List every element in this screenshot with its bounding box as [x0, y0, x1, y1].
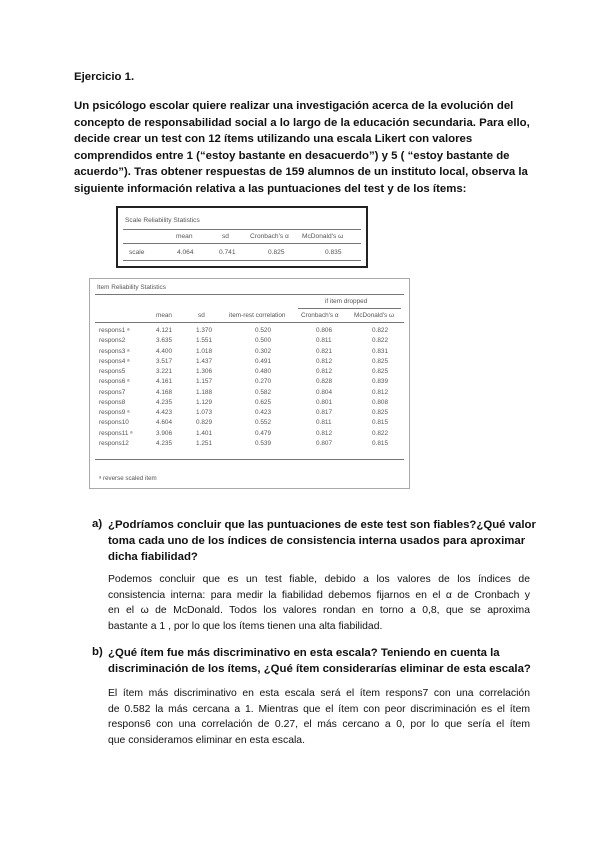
- cell-omega: 0.839: [372, 378, 388, 386]
- question-line: ¿Podríamos concluir que las puntuaciones de este test son fiables?¿Qué valor: [108, 519, 536, 531]
- cell-item: respons3 ᵃ: [99, 347, 130, 355]
- cell-sd: 1.401: [196, 429, 212, 437]
- table-row: [90, 378, 409, 388]
- cell-irc: 0.500: [255, 337, 271, 345]
- table-rule: [95, 294, 404, 295]
- intro-line: Un psicólogo escolar quiere realizar una investigación acerca de la evolución del: [74, 100, 514, 112]
- cell-omega: 0.825: [372, 357, 388, 365]
- item-table-title: Item Reliability Statistics: [97, 284, 166, 291]
- table-row: [90, 368, 409, 378]
- cell-sd: 1.188: [196, 388, 212, 396]
- table-rule: [123, 229, 361, 230]
- cell-alpha: 0.801: [316, 398, 332, 406]
- cell-irc: 0.552: [255, 419, 271, 427]
- cell-mean: 4.121: [156, 327, 172, 334]
- cell-sd: 1.073: [196, 409, 212, 416]
- answer-b: [108, 686, 530, 748]
- cell-mean: 3.221: [156, 368, 172, 375]
- cell-alpha: 0.812: [316, 429, 332, 437]
- table-rule: [95, 322, 404, 323]
- item-reliability-table: [89, 278, 410, 489]
- cell-irc: 0.270: [255, 378, 271, 386]
- cell-mean: 3.635: [156, 337, 172, 345]
- table-row: [90, 399, 409, 409]
- answer-line: que consideramos eliminar en esta escala.: [108, 734, 305, 746]
- cell-omega: 0.825: [372, 368, 388, 375]
- question-a-text: [108, 517, 536, 565]
- scale-mean: 4.064: [177, 249, 194, 256]
- cell-alpha: 0.811: [316, 337, 332, 345]
- cell-alpha: 0.821: [316, 347, 332, 355]
- cell-irc: 0.539: [255, 439, 271, 447]
- scale-reliability-table: [116, 206, 368, 268]
- header-cronbach: Cronbach's α: [301, 312, 339, 319]
- answer-line: de 0.582 la más cercana a 1. Mientras que el ítem con peor discriminación es el ítem: [108, 703, 530, 715]
- cell-alpha: 0.817: [316, 409, 332, 416]
- cell-sd: 1.370: [196, 327, 212, 334]
- answer-line: bastante a 1 , por lo que los ítems tienen una alta fiabilidad.: [108, 620, 383, 632]
- cell-item: respons1 ᵃ: [99, 327, 130, 334]
- cell-item: respons5: [99, 368, 126, 375]
- cell-item: respons8: [99, 398, 126, 406]
- cell-alpha: 0.812: [316, 357, 332, 365]
- cell-alpha: 0.812: [316, 368, 332, 375]
- table-rule: [95, 459, 404, 460]
- intro-paragraph: [74, 98, 534, 198]
- intro-line: siguiente información relativa a las puntuaciones del test y de los ítems:: [74, 182, 467, 195]
- cell-mean: 4.400: [156, 347, 172, 355]
- scale-sd: 0.741: [219, 249, 236, 256]
- cell-mean: 4.168: [156, 388, 172, 396]
- table-footnote: ᵃ reverse scaled item: [99, 475, 157, 482]
- header-mcdonald: McDonald's ω: [354, 312, 394, 319]
- scale-table-title: Scale Reliability Statistics: [125, 217, 200, 224]
- question-b-text: [108, 645, 531, 677]
- cell-sd: 1.157: [196, 378, 212, 386]
- header-mean: mean: [156, 312, 172, 319]
- cell-item: respons9 ᵃ: [99, 409, 130, 416]
- cell-omega: 0.815: [372, 439, 388, 447]
- cell-item: respons12: [99, 439, 129, 447]
- cell-mean: 4.161: [156, 378, 172, 386]
- cell-mean: 3.517: [156, 357, 172, 365]
- cell-sd: 1.018: [196, 347, 212, 355]
- table-row: [90, 348, 409, 358]
- cell-sd: 1.437: [196, 357, 212, 365]
- cell-irc: 0.491: [255, 357, 271, 365]
- group-header: if item dropped: [325, 298, 368, 305]
- cell-alpha: 0.804: [316, 388, 332, 396]
- cell-omega: 0.822: [372, 337, 388, 345]
- cell-alpha: 0.811: [316, 419, 332, 427]
- table-rule: [123, 260, 361, 261]
- cell-mean: 4.235: [156, 398, 172, 406]
- table-row: [90, 419, 409, 429]
- answer-line: respons6 con una correlación de 0.27, el más cercano a 0, por lo que sería el ítem: [108, 719, 530, 731]
- cell-irc: 0.625: [255, 398, 271, 406]
- header-cronbach: Cronbach's α: [250, 233, 289, 240]
- header-mcdonald: McDonald's ω: [302, 233, 344, 240]
- cell-sd: 1.306: [196, 368, 212, 375]
- cell-alpha: 0.806: [316, 327, 332, 334]
- cell-irc: 0.423: [255, 409, 271, 416]
- table-row: [90, 358, 409, 368]
- cell-mean: 4.235: [156, 439, 172, 447]
- answer-line: consistencia interna: para medir la fiabilidad debemos fijarnos en el α de Cronbach y: [108, 589, 530, 601]
- row-label: scale: [129, 249, 145, 256]
- table-row: [90, 389, 409, 399]
- cell-irc: 0.479: [255, 429, 271, 437]
- table-row: [90, 337, 409, 347]
- table-row: [90, 327, 409, 337]
- cell-alpha: 0.828: [316, 378, 332, 386]
- scale-omega: 0.835: [325, 249, 342, 256]
- header-sd: sd: [198, 312, 205, 319]
- table-rule: [123, 243, 361, 244]
- table-row: [90, 440, 409, 450]
- cell-omega: 0.808: [372, 398, 388, 406]
- question-line: ¿Qué ítem fue más discriminativo en esta escala? Teniendo en cuenta la: [108, 647, 500, 659]
- intro-line: decide crear un test con 12 ítems utilizando una escala Likert con valores: [74, 133, 473, 146]
- intro-line: acuerdo”). Tras obtener respuestas de 159 alumnos de un instituto local, observa la: [74, 166, 528, 179]
- cell-sd: 0.829: [196, 419, 212, 427]
- cell-item: respons11 ᵃ: [99, 429, 133, 437]
- table-row: [90, 430, 409, 440]
- header-sd: sd: [222, 233, 229, 240]
- cell-omega: 0.815: [372, 419, 388, 427]
- cell-omega: 0.822: [372, 429, 388, 437]
- answer-a: [108, 572, 530, 634]
- answer-line: Podemos concluir que es un test fiable, debido a los valores de los índices de: [108, 574, 530, 585]
- question-line: dicha fiabilidad?: [108, 551, 198, 563]
- scale-alpha: 0.825: [268, 249, 285, 256]
- question-line: toma cada uno de los índices de consistencia interna usados para aproximar: [108, 535, 526, 547]
- cell-omega: 0.822: [372, 327, 388, 334]
- cell-irc: 0.520: [255, 327, 271, 334]
- cell-item: respons2: [99, 337, 126, 345]
- cell-omega: 0.812: [372, 388, 388, 396]
- exercise-heading: Ejercicio 1.: [74, 71, 135, 83]
- cell-item: respons7: [99, 388, 126, 396]
- question-line: discriminación de los ítems, ¿Qué ítem considerarías eliminar de esta escala?: [108, 663, 531, 675]
- header-item-rest: item-rest correlation: [229, 312, 286, 319]
- cell-omega: 0.831: [372, 347, 388, 355]
- cell-irc: 0.582: [255, 388, 271, 396]
- table-row: [90, 409, 409, 419]
- cell-irc: 0.302: [255, 347, 271, 355]
- question-a-label: a): [92, 518, 103, 530]
- cell-irc: 0.480: [255, 368, 271, 375]
- cell-alpha: 0.807: [316, 439, 332, 447]
- cell-item: respons10: [99, 419, 129, 427]
- cell-mean: 4.423: [156, 409, 172, 416]
- cell-sd: 1.129: [196, 398, 212, 406]
- cell-omega: 0.825: [372, 409, 388, 416]
- question-b-label: b): [92, 646, 103, 658]
- group-rule: [298, 308, 401, 309]
- cell-item: respons4 ᵃ: [99, 357, 130, 365]
- answer-line: en el ω de McDonald. Todos los valores rondan en torno a 0,8, que se aproxima: [108, 605, 530, 617]
- intro-line: comprendidos entre 1 (“estoy bastante en desacuerdo”) y 5 ( “estoy bastante de: [74, 149, 510, 162]
- header-mean: mean: [176, 233, 193, 240]
- cell-mean: 4.604: [156, 419, 172, 427]
- cell-sd: 1.251: [196, 439, 212, 447]
- cell-mean: 3.906: [156, 429, 172, 437]
- intro-line: concepto de responsabilidad social a lo largo de la educación secundaria. Para ello,: [74, 116, 530, 129]
- answer-line: El ítem más discriminativo en esta escala será el ítem respons7 con una correlación: [108, 688, 530, 699]
- cell-sd: 1.551: [196, 337, 212, 345]
- cell-item: respons6 ᵃ: [99, 378, 130, 386]
